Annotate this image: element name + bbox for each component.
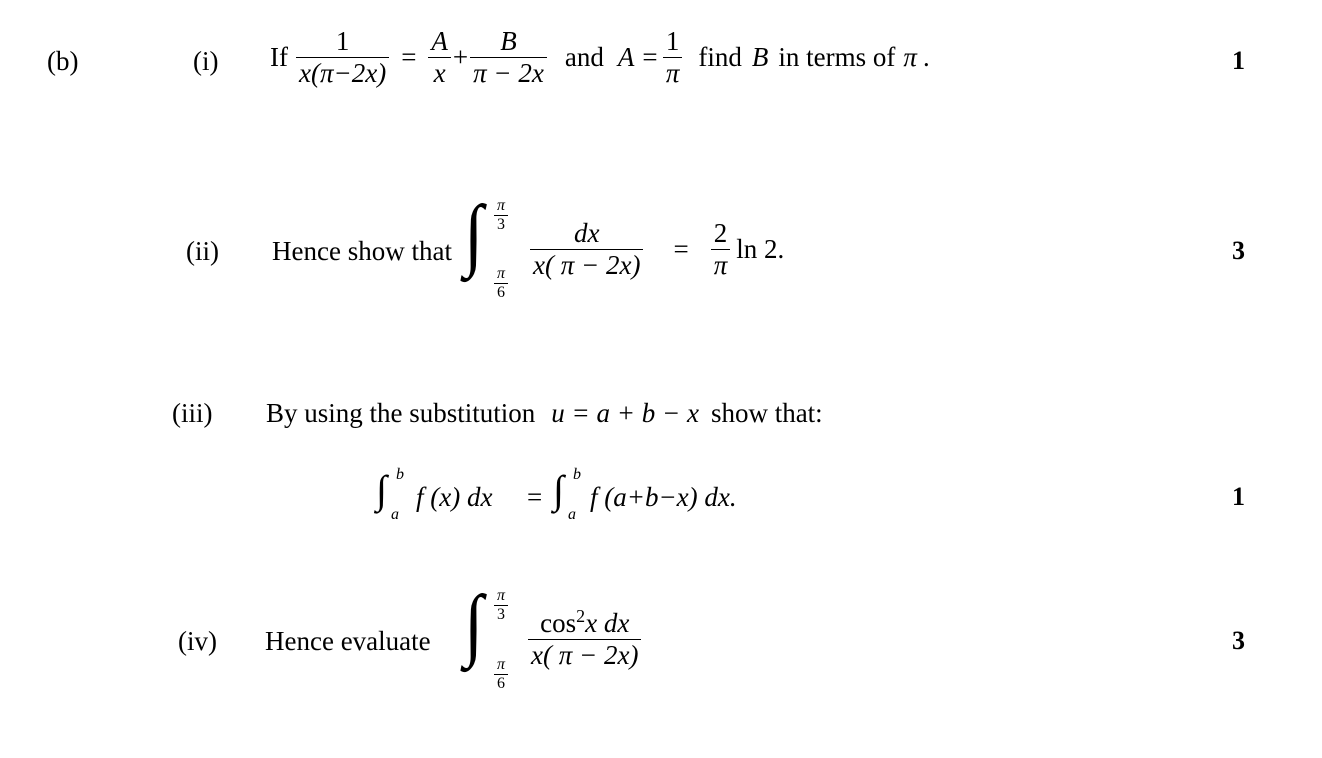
q3-lhs-upper: b bbox=[396, 466, 404, 483]
q4-integrand-num bbox=[537, 606, 632, 639]
q2-result-fraction bbox=[711, 218, 731, 281]
q1-marks: 1 bbox=[1232, 46, 1245, 75]
q1-a-value-fraction bbox=[663, 26, 683, 89]
q4-upper-den: 3 bbox=[497, 606, 505, 624]
q1-word-find: find bbox=[698, 42, 742, 73]
q3-lhs-lower: a bbox=[391, 506, 399, 523]
q4-lower-den: 6 bbox=[497, 675, 505, 693]
q4-text: Hence evaluate bbox=[265, 626, 431, 656]
q3-text-post: show that: bbox=[710, 398, 823, 428]
q3-label: (iii) bbox=[172, 398, 213, 428]
q1-lhs-denominator bbox=[296, 58, 389, 89]
q4-lower-num: π bbox=[497, 656, 506, 673]
q1-fraction-lhs bbox=[296, 26, 389, 89]
q1-a-equals: A = bbox=[617, 42, 659, 73]
q4-integrand-den: x( π − 2x) bbox=[531, 640, 639, 671]
q1-a-numerator: A bbox=[431, 26, 448, 56]
q1-var-b: B bbox=[751, 42, 769, 73]
q2-lower-num: π bbox=[497, 265, 506, 282]
q4-integrand bbox=[528, 606, 641, 671]
q2-integrand bbox=[530, 218, 643, 281]
q4-expression bbox=[528, 606, 641, 671]
q1-plus: + bbox=[452, 42, 469, 73]
q1-equals: = bbox=[401, 42, 417, 73]
q2-expression bbox=[530, 218, 784, 281]
q4-num-square: 2 bbox=[576, 606, 586, 626]
q2-text: Hence show that bbox=[272, 236, 452, 266]
q2-equals: = bbox=[673, 234, 689, 265]
q4-label: (iv) bbox=[178, 626, 217, 656]
q4-num-cos: cos bbox=[540, 608, 577, 638]
q1-lhs-numerator: 1 bbox=[335, 26, 350, 56]
q1-label: (i) bbox=[193, 46, 219, 76]
q1-in-terms-of: in terms of bbox=[778, 42, 896, 73]
q3-statement bbox=[266, 398, 823, 429]
q1-a-value-numerator: 1 bbox=[665, 26, 680, 56]
q2-marks: 3 bbox=[1232, 236, 1245, 265]
q4-upper-limit bbox=[494, 587, 508, 625]
q2-result-tail: ln 2. bbox=[736, 234, 785, 265]
q2-result-den: π bbox=[713, 250, 728, 281]
q1-fraction-a bbox=[428, 26, 451, 89]
q3-marks: 1 bbox=[1232, 482, 1245, 511]
q3-text-pre: By using the substitution bbox=[266, 398, 536, 428]
q2-upper-den: 3 bbox=[497, 216, 505, 234]
q4-lower-limit bbox=[494, 656, 508, 694]
q4-marks: 3 bbox=[1232, 626, 1245, 655]
q1-a-denominator: x bbox=[433, 58, 446, 89]
q2-lower-den: 6 bbox=[497, 284, 505, 302]
q3-lhs-body: f (x) dx bbox=[416, 482, 493, 512]
q1-fraction-b bbox=[470, 26, 547, 89]
q2-upper-num: π bbox=[497, 197, 506, 214]
q1-word-if: If bbox=[270, 42, 288, 73]
q1-lhs-den-paren: (π−2x) bbox=[310, 58, 387, 89]
q1-b-denominator: π − 2x bbox=[473, 58, 544, 89]
q2-integrand-num: dx bbox=[573, 218, 600, 248]
q2-integrand-den: x( π − 2x) bbox=[533, 250, 641, 281]
q2-integral-sign: ∫ bbox=[464, 190, 484, 279]
q4-upper-num: π bbox=[497, 587, 506, 604]
q3-rhs-integral-sign: ∫ bbox=[553, 467, 564, 512]
q2-label: (ii) bbox=[186, 236, 219, 266]
q1-a-value-denominator: π bbox=[665, 58, 680, 89]
q1-pi-end: π . bbox=[903, 42, 931, 73]
q1-statement bbox=[270, 26, 930, 89]
q3-rhs-body: f (a+b−x) dx. bbox=[590, 482, 737, 512]
q3-rhs-upper: b bbox=[573, 466, 581, 483]
q2-upper-limit bbox=[494, 197, 508, 235]
q4-num-tail: x dx bbox=[585, 608, 630, 638]
q2-lower-limit bbox=[494, 265, 508, 303]
part-label: (b) bbox=[47, 46, 79, 76]
q2-result-num: 2 bbox=[713, 218, 728, 248]
q1-b-numerator: B bbox=[500, 26, 517, 56]
q1-lhs-den-x: x bbox=[298, 58, 311, 89]
q3-equals: = bbox=[527, 482, 543, 512]
q3-lhs-integral-sign: ∫ bbox=[376, 467, 387, 512]
q3-substitution: u = a + b − x bbox=[551, 398, 699, 428]
q1-word-and: and bbox=[564, 42, 604, 73]
q4-integral-sign: ∫ bbox=[464, 580, 484, 669]
q3-rhs-lower: a bbox=[568, 506, 576, 523]
